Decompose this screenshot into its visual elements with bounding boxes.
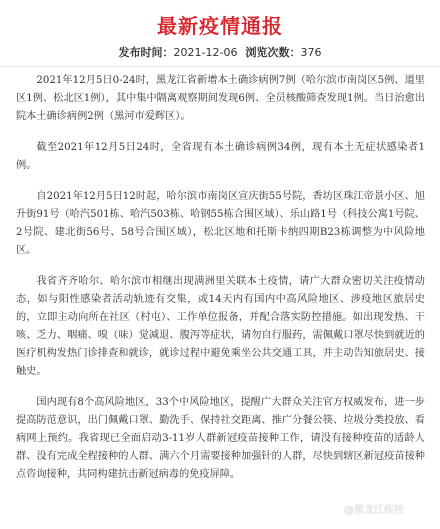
article-header [0, 0, 440, 67]
paragraph-risk-areas: 自2021年12月5日12时起，哈尔滨市南岗区宣庆街55号院，香坊区珠江帝景小区、旭升街91号（哈汽501栋、哈汽503栋、哈钢55栋合围区域）、乐山路1号（科技公寓1号院、2号院、建北街56号、58号合围区域），松北区地和托斯卡纳四期B23栋调整为中风险地区。 [16, 191, 425, 256]
paragraph-public-advice: 我省齐齐哈尔、哈尔滨市相继出现满洲里关联本土疫情，请广大群众密切关注疫情动态，如与阳性感染者活动轨迹有交集，或14天内有国内中高风险地区、涉疫地区旅居史的，立即主动向所在社区（村屯）、工作单位报备，并配合落实防控措施。如出现发热、干咳、乏力、咽痛、嗅（味）觉减退、腹泻等症状，请勿自行服药，需佩戴口罩尽快到就近的医疗机构发热门诊排查和就诊，就诊过程中避免乘坐公共交通工具，并主动告知旅居史、接触史。 [16, 276, 425, 377]
publish-time-value: 2021-12-06 [173, 46, 238, 59]
page-title: 最新疫情通报 [157, 14, 283, 38]
watermark: @黑龙江疾控 [344, 505, 404, 516]
article-meta [0, 44, 440, 60]
view-count-label: 浏览次数： [245, 46, 301, 59]
paragraph-daily-cases: 2021年12月5日0-24时，黑龙江省新增本土确诊病例7例（哈尔滨市南岗区5例、道里区1例、松北区1例），其中集中隔离观察期间发现6例、全员核酸筛查发现1例。当日治愈出院本土确诊病例2例（黑河市爱辉区）。 [16, 75, 425, 122]
paragraph-current-cases: 截至2021年12月5日24时，全省现有本土确诊病例34例，现有本土无症状感染者1例。 [16, 142, 425, 171]
article-body [16, 72, 425, 527]
publish-time-label: 发布时间： [118, 46, 174, 59]
paragraph-vaccination: 国内现有8个高风险地区，33个中风险地区，提醒广大群众关注官方权威发布，进一步提高防范意识，出门佩戴口罩、勤洗手、保持社交距离、推广分餐公筷、垃圾分类投放、看病网上预约。我省现已全面启动3-11岁人群新冠疫苗接种工作，请没有接种疫苗的适龄人群、没有完成全程接种的人群、满六个月需要接种加强针的人群，尽快到辖区新冠疫苗接种点咨询接种，共同构建抗击新冠病毒的免疫屏障。 [16, 397, 425, 480]
view-count-value: 376 [300, 46, 322, 59]
